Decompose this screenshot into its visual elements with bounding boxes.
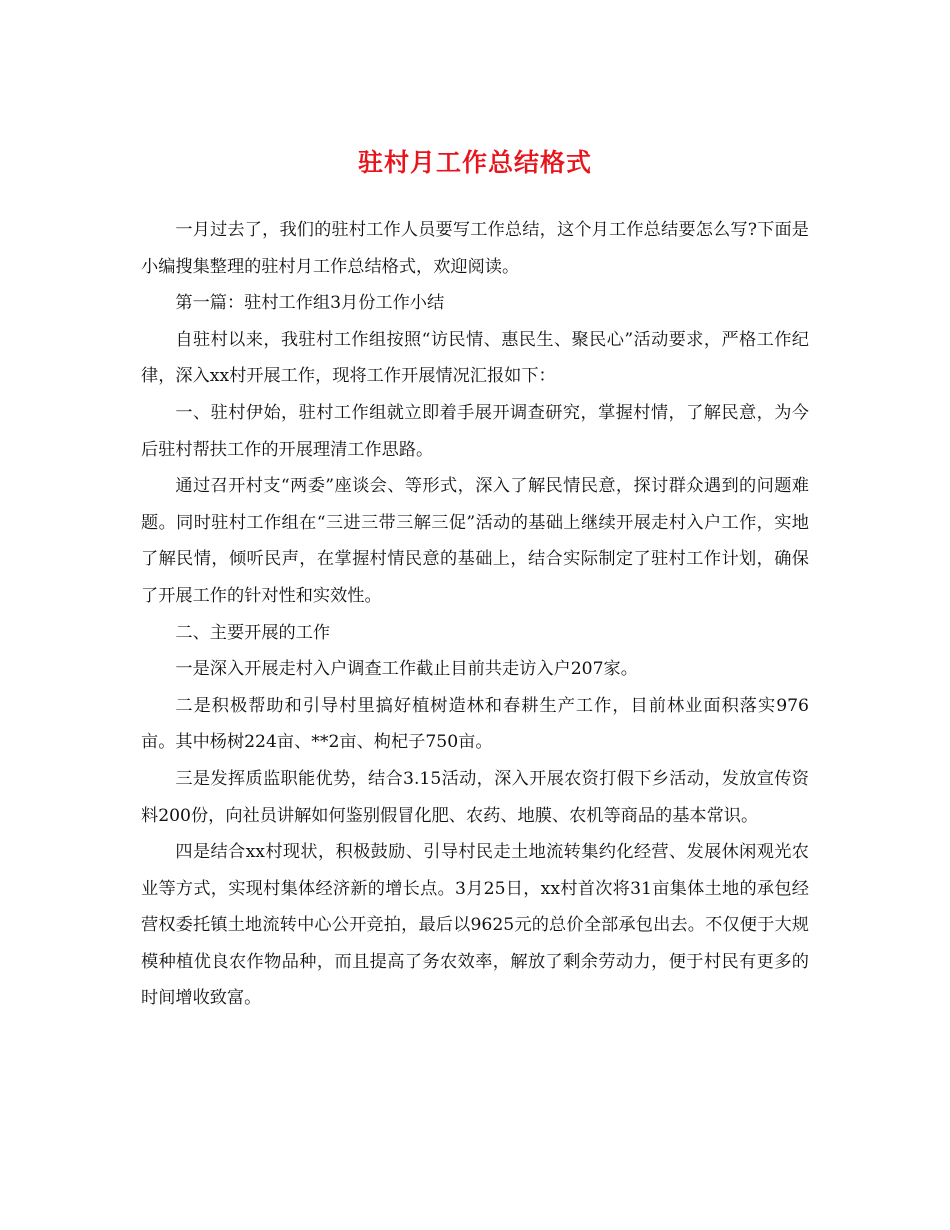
paragraph-item-3: 三是发挥质监职能优势，结合3.15活动，深入开展农资打假下乡活动，发放宣传资料200份，向社员讲解如何鉴别假冒化肥、农药、地膜、农机等商品的基本常识。 [141, 768, 809, 826]
paragraph-item-1: 一是深入开展走村入户调查工作截止目前共走访入户207家。 [175, 659, 638, 680]
paragraph-intro: 一月过去了，我们的驻村工作人员要写工作总结，这个月工作总结要怎么写?下面是小编搜集整理的驻村月工作总结格式，欢迎阅读。 [141, 220, 809, 277]
paragraph-point-1-detail: 通过召开村支“两委”座谈会、等形式，深入了解民情民意，探讨群众遇到的问题难题。同时驻村工作组在“三进三带三解三促”活动的基础上继续开展走村入户工作，实地了解民情，倾听民声，在掌握村情民意的基础上，结合实际制定了驻村工作计划，确保了开展工作的针对性和实效性。 [141, 476, 809, 606]
paragraph-item-4: 四是结合xx村现状，积极鼓励、引导村民走土地流转集约化经营、发展休闲观光农业等方式，实现村集体经济新的增长点。3月25日，xx村首次将31亩集体土地的承包经营权委托镇土地流转中心公开竞拍，最后以9625元的总价全部承包出去。不仅便于大规模种植优良农作物品种，而且提高了务农效率，解放了剩余劳动力，便于村民有更多的时间增收致富。 [141, 842, 809, 1009]
paragraph-opening: 自驻村以来，我驻村工作组按照“访民情、惠民生、聚民心”活动要求，严格工作纪律，深入xx村开展工作，现将工作开展情况汇报如下： [141, 329, 809, 387]
paragraph-section-heading: 第一篇：驻村工作组3月份工作小结 [175, 293, 445, 314]
paragraph-point-2-heading: 二、主要开展的工作 [175, 622, 331, 643]
paragraph-item-2: 二是积极帮助和引导村里搞好植树造林和春耕生产工作，目前林业面积落实976亩。其中杨树224亩、**2亩、枸杞子750亩。 [141, 695, 809, 753]
document-title: 驻村月工作总结格式 [357, 148, 592, 177]
document-body [141, 212, 809, 1017]
paragraph-point-1: 一、驻村伊始，驻村工作组就立即着手展开调查研究，掌握村情，了解民意，为今后驻村帮扶工作的开展理清工作思路。 [141, 402, 809, 460]
